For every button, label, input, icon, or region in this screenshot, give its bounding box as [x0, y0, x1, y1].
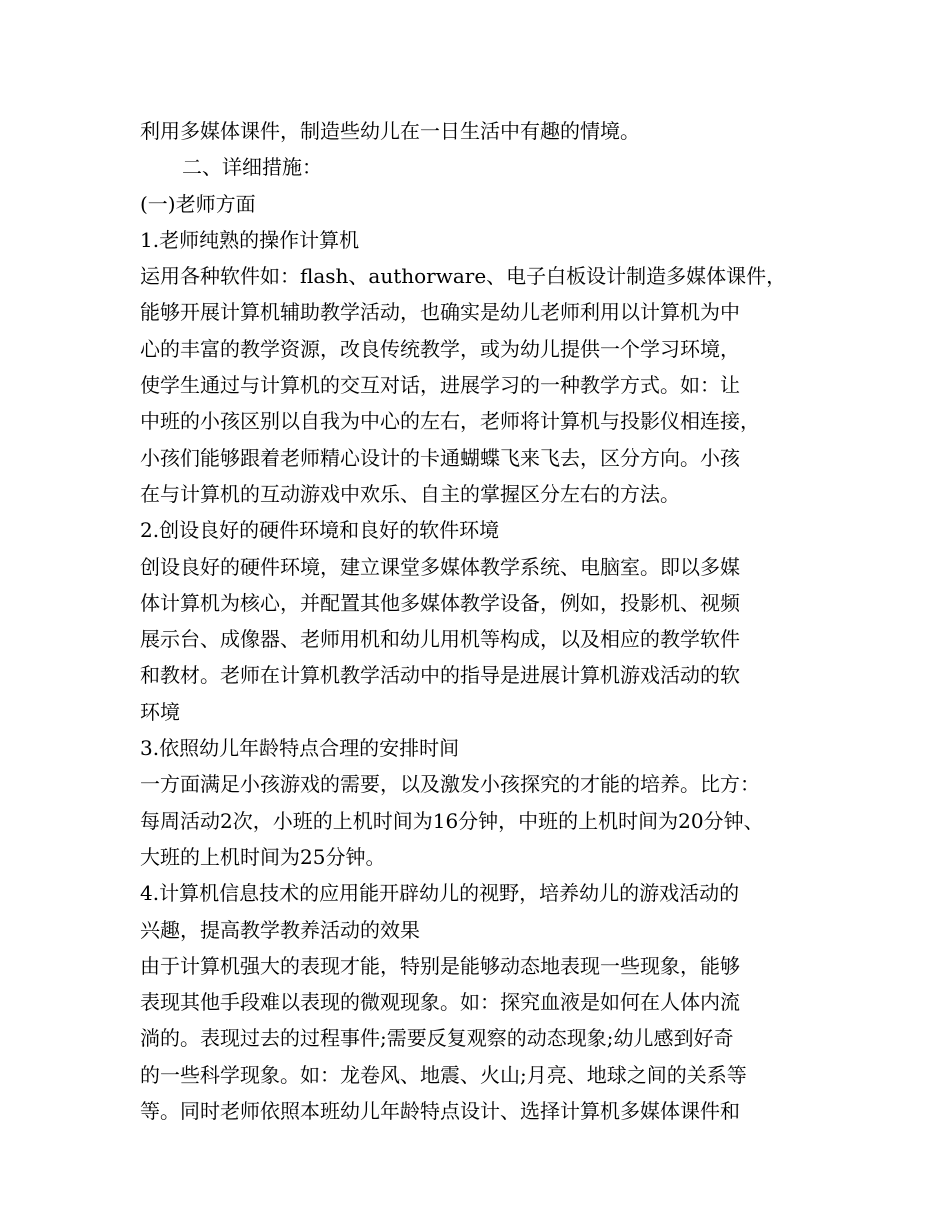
text-line: 等。同时老师依照本班幼儿年龄特点设计、选择计算机多媒体课件和	[140, 1099, 740, 1124]
text-line: 1.老师纯熟的操作计算机	[140, 227, 360, 252]
text-line: 的一些科学现象。如：龙卷风、地震、火山;月亮、地球之间的关系等	[140, 1062, 747, 1087]
text-line: 3.依照幼儿年龄特点合理的安排时间	[140, 736, 460, 761]
text-line: 环境	[140, 699, 180, 724]
text-line: 由于计算机强大的表现才能，特别是能够动态地表现一些现象，能够	[140, 953, 740, 978]
text-line: 使学生通过与计算机的交互对话，进展学习的一种教学方式。如：让	[140, 373, 740, 398]
text-line: 创设良好的硬件环境，建立课堂多媒体教学系统、电脑室。即以多媒	[140, 554, 740, 579]
text-line: 在与计算机的互动游戏中欢乐、自主的掌握区分左右的方法。	[140, 481, 680, 506]
document-body	[140, 113, 820, 1129]
text-line: 能够开展计算机辅助教学活动，也确实是幼儿老师利用以计算机为中	[140, 300, 740, 325]
text-line: 二、详细措施：	[182, 155, 322, 180]
text-line: 心的丰富的教学资源，改良传统教学，或为幼儿提供一个学习环境，	[140, 336, 740, 361]
text-line: 利用多媒体课件，制造些幼儿在一日生活中有趣的情境。	[140, 119, 640, 143]
text-line: 4.计算机信息技术的应用能开辟幼儿的视野，培养幼儿的游戏活动的	[140, 881, 740, 906]
text-line: 展示台、成像器、老师用机和幼儿用机等构成，以及相应的教学软件	[140, 627, 740, 652]
text-line: 表现其他手段难以表现的微观现象。如：探究血液是如何在人体内流	[140, 990, 740, 1015]
text-line: 中班的小孩区别以自我为中心的左右，老师将计算机与投影仪相连接，	[140, 409, 760, 434]
text-line: 一方面满足小孩游戏的需要，以及激发小孩探究的才能的培养。比方：	[140, 772, 760, 797]
text-line: 兴趣，提高教学教养活动的效果	[140, 917, 420, 942]
text-line: 小孩们能够跟着老师精心设计的卡通蝴蝶飞来飞去，区分方向。小孩	[140, 445, 740, 470]
text-line: (一)老师方面	[140, 191, 256, 216]
text-line: 淌的。表现过去的过程事件;需要反复观察的动态现象;幼儿感到好奇	[140, 1026, 734, 1051]
text-line: 体计算机为核心，并配置其他多媒体教学设备，例如，投影机、视频	[140, 590, 740, 615]
text-line: 大班的上机时间为25分钟。	[140, 844, 386, 869]
text-line: 2.创设良好的硬件环境和良好的软件环境	[140, 518, 500, 543]
text-line: 运用各种软件如：flash、authorware、电子白板设计制造多媒体课件，	[140, 264, 787, 289]
text-line: 每周活动2次，小班的上机时间为16分钟，中班的上机时间为20分钟、	[140, 808, 764, 833]
text-line: 和教材。老师在计算机教学活动中的指导是进展计算机游戏活动的软	[140, 663, 740, 688]
